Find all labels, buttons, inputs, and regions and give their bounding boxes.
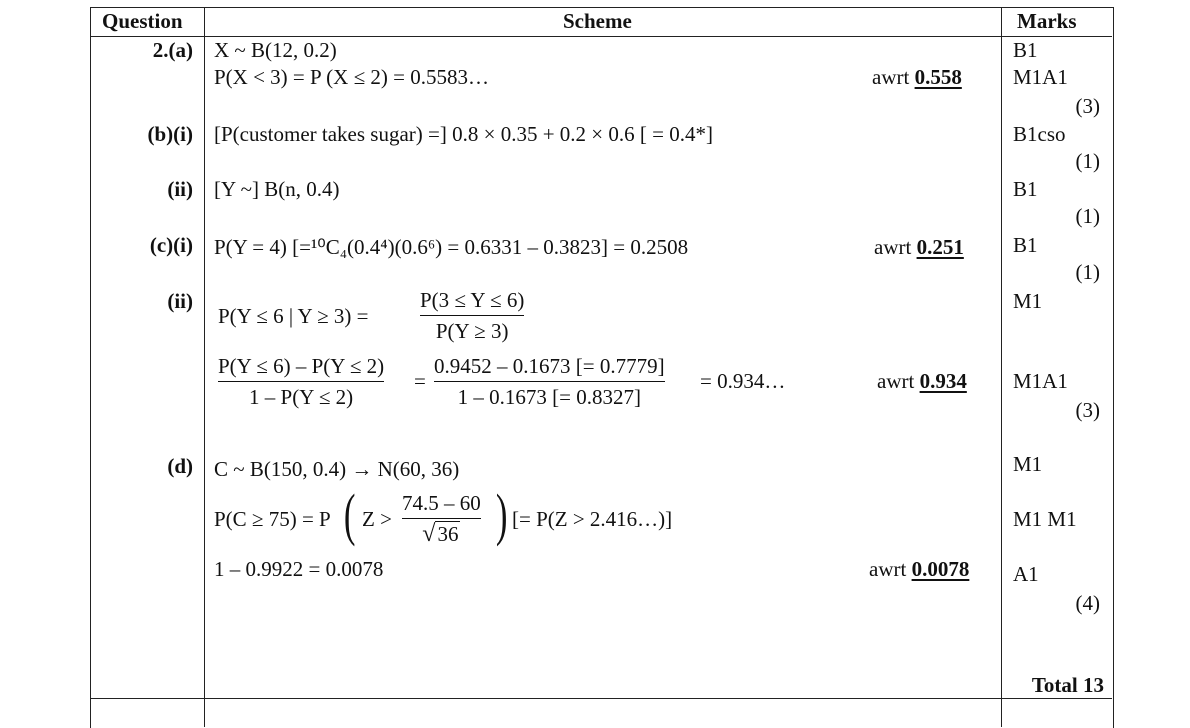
scheme-a-line2: P(X < 3) = P (X ≤ 2) = 0.5583…	[214, 65, 489, 89]
scheme-b-i: [P(customer takes sugar) =] 0.8 × 0.35 + 0.2 × 0.6 [ = 0.4*]	[214, 122, 713, 146]
fraction-bar	[402, 518, 481, 519]
equals-sign: =	[414, 369, 426, 393]
fraction-numeric	[434, 353, 665, 410]
fraction-numerator: P(3 ≤ Y ≤ 6)	[420, 288, 525, 312]
marks-c-i: B1	[1013, 233, 1038, 257]
fraction-bar	[218, 381, 384, 382]
question-label-c-i: (c)(i)	[149, 233, 193, 257]
scheme-c-ii-result: = 0.934…	[700, 369, 786, 393]
fraction-bar	[420, 315, 524, 316]
question-label-b-i: (b)(i)	[147, 122, 193, 146]
subtotal-d: (4)	[1075, 591, 1100, 615]
marks-b-ii: B1	[1013, 177, 1038, 201]
subtotal-c-i: (1)	[1075, 260, 1100, 284]
awrt-c-ii	[877, 368, 967, 394]
fraction-denominator: P(Y ≥ 3)	[435, 319, 509, 343]
header-marks: Marks	[1017, 9, 1077, 33]
column-divider-marks	[1001, 7, 1002, 727]
fraction-cumulative	[218, 353, 384, 410]
subtotal-a: (3)	[1075, 94, 1100, 118]
question-label-2a: 2.(a)	[152, 38, 193, 62]
awrt-value: 0.0078	[911, 557, 970, 581]
scheme-d-line2-post: [= P(Z > 2.416…)]	[512, 507, 673, 531]
footer-divider	[90, 698, 1112, 699]
fraction-denominator: 1 – 0.1673 [= 0.8327]	[457, 385, 641, 409]
scheme-b-ii: [Y ~] B(n, 0.4)	[214, 177, 340, 201]
question-label-c-ii: (ii)	[167, 289, 193, 313]
scheme-d-line1: C ~ B(150, 0.4) → N(60, 36)	[214, 457, 460, 481]
awrt-prefix: awrt	[872, 65, 910, 89]
header-question: Question	[102, 9, 183, 33]
marks-b-i: B1cso	[1013, 122, 1066, 146]
awrt-value: 0.558	[914, 65, 962, 89]
marks-c-ii-2: M1A1	[1013, 369, 1068, 393]
marks-d-1: M1	[1013, 452, 1043, 476]
question-label-b-ii: (ii)	[167, 177, 193, 201]
fraction-numerator: 0.9452 – 0.1673 [= 0.7779]	[434, 354, 665, 378]
fraction-numerator: 74.5 – 60	[402, 491, 481, 515]
subtotal-b-i: (1)	[1075, 149, 1100, 173]
subtotal-b-ii: (1)	[1075, 204, 1100, 228]
left-paren: (	[343, 482, 356, 547]
fraction-bar	[434, 381, 665, 382]
column-divider-question	[204, 7, 205, 727]
marks-d-3: A1	[1013, 562, 1039, 586]
fraction-z-score	[402, 490, 481, 547]
scheme-c-i: P(Y = 4) [=¹⁰C₄(0.4⁴)(0.6⁶) = 0.6331 – 0.3823] = 0.2508	[214, 235, 689, 259]
header-scheme: Scheme	[563, 9, 632, 33]
grand-total: Total 13	[1031, 673, 1104, 697]
fraction-denominator: 1 – P(Y ≤ 2)	[249, 385, 354, 409]
awrt-prefix: awrt	[874, 235, 912, 259]
scheme-d-line3: 1 – 0.9922 = 0.0078	[214, 557, 384, 581]
marks-a-1: B1	[1013, 38, 1038, 62]
scheme-d-z: Z >	[362, 507, 392, 531]
awrt-prefix: awrt	[877, 369, 915, 393]
scheme-a-line1: X ~ B(12, 0.2)	[214, 38, 337, 62]
right-paren: )	[495, 482, 508, 547]
fraction-denominator: √36	[422, 521, 459, 547]
marks-d-2: M1 M1	[1013, 507, 1077, 531]
fraction-conditional	[420, 287, 524, 344]
question-label-d: (d)	[167, 454, 193, 478]
awrt-value: 0.251	[916, 235, 964, 259]
awrt-prefix: awrt	[869, 557, 907, 581]
fraction-numerator: P(Y ≤ 6) – P(Y ≤ 2)	[218, 354, 385, 378]
awrt-d	[869, 556, 969, 582]
subtotal-c-ii: (3)	[1075, 398, 1100, 422]
scheme-c-ii-lhs: P(Y ≤ 6 | Y ≥ 3) =	[218, 304, 369, 328]
awrt-c-i	[874, 234, 964, 260]
awrt-value: 0.934	[919, 369, 967, 393]
scheme-d-line2-pre: P(C ≥ 75) = P	[214, 507, 331, 531]
awrt-a	[872, 64, 962, 90]
marks-c-ii-1: M1	[1013, 289, 1043, 313]
sqrt-argument: 36	[437, 522, 459, 546]
marks-a-2: M1A1	[1013, 65, 1068, 89]
